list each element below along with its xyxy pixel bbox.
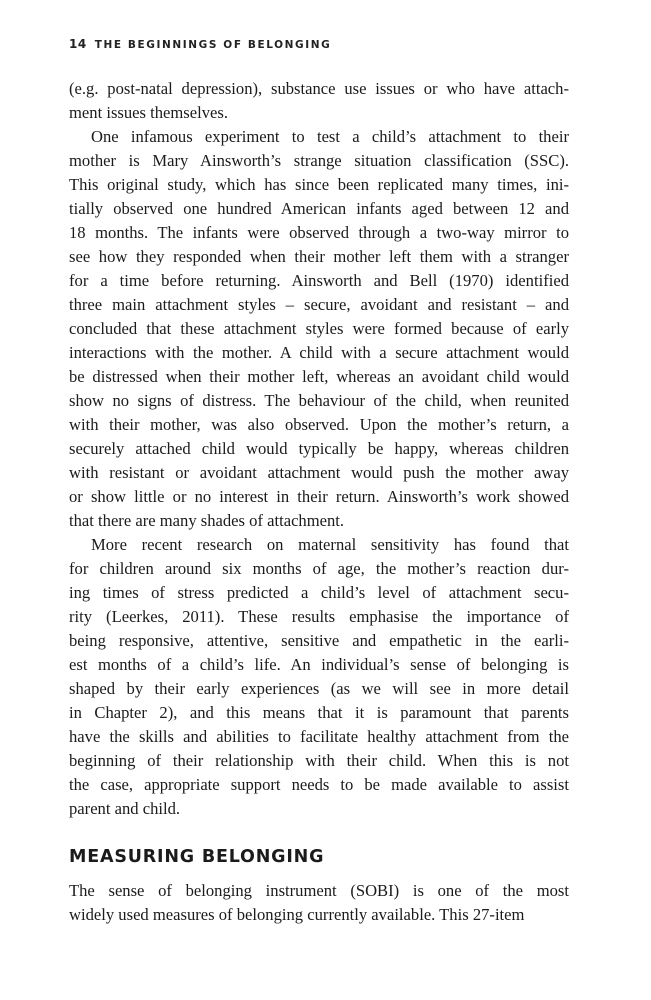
text-line: More recent research on maternal sensitivity has found that xyxy=(91,535,569,554)
page-number: 14 xyxy=(69,37,87,51)
text-line: interactions with the mother. A child with a secure attachment would xyxy=(69,343,569,362)
text-line: 18 months. The infants were observed through a two-way mirror to xyxy=(69,223,569,242)
text-line: parent and child. xyxy=(69,799,181,818)
text-line: securely attached child would typically be happy, whereas children xyxy=(69,439,569,458)
text-line: with their mother, was also observed. Upon the mother’s return, a xyxy=(69,415,569,434)
text-line: in Chapter 2), and this means that it is paramount that parents xyxy=(69,703,569,722)
book-page xyxy=(69,37,569,927)
text-line: beginning of their relationship with their child. When this is not xyxy=(69,751,569,770)
text-line: see how they responded when their mother left them with a stranger xyxy=(69,247,569,266)
text-line: This original study, which has since been replicated many times, ini- xyxy=(69,175,569,194)
paragraph-maternal-sensitivity xyxy=(69,533,569,821)
text-line: the case, appropriate support needs to be made available to assist xyxy=(69,775,569,794)
text-line: ing times of stress predicted a child’s level of attachment secu- xyxy=(69,583,569,602)
text-line: rity (Leerkes, 2011). These results emphasise the importance of xyxy=(69,607,569,626)
text-line: three main attachment styles – secure, avoidant and resistant – and xyxy=(69,295,569,314)
text-line: The sense of belonging instrument (SOBI) is one of the most xyxy=(69,881,569,900)
text-line: (e.g. post-natal depression), substance use issues or who have attach- xyxy=(69,79,569,98)
text-line: have the skills and abilities to facilitate healthy attachment from the xyxy=(69,727,569,746)
paragraph-continued xyxy=(69,77,569,125)
text-line: that there are many shades of attachment. xyxy=(69,511,345,530)
text-line: One infamous experiment to test a child’s attachment to their xyxy=(91,127,569,146)
running-head xyxy=(69,37,569,51)
text-line: for a time before returning. Ainsworth and Bell (1970) identified xyxy=(69,271,569,290)
text-line: widely used measures of belonging currently available. This 27-item xyxy=(69,905,525,924)
text-line: for children around six months of age, the mother’s reaction dur- xyxy=(69,559,569,578)
text-line: tially observed one hundred American infants aged between 12 and xyxy=(69,199,569,218)
running-head-title: THE BEGINNINGS OF BELONGING xyxy=(94,39,332,51)
text-line: mother is Mary Ainsworth’s strange situation classification (SSC). xyxy=(69,151,569,170)
text-line: or show little or no interest in their return. Ainsworth’s work showed xyxy=(69,487,569,506)
text-line: with resistant or avoidant attachment would push the mother away xyxy=(69,463,569,482)
text-line: show no signs of distress. The behaviour of the child, when reunited xyxy=(69,391,569,410)
paragraph-measuring xyxy=(69,879,569,927)
text-line: shaped by their early experiences (as we will see in more detail xyxy=(69,679,569,698)
text-line: be distressed when their mother left, whereas an avoidant child would xyxy=(69,367,569,386)
paragraph-ainsworth xyxy=(69,125,569,533)
text-line: concluded that these attachment styles were formed because of early xyxy=(69,319,569,338)
text-line: ment issues themselves. xyxy=(69,103,229,122)
text-line: est months of a child’s life. An individual’s sense of belonging is xyxy=(69,655,569,674)
text-line: being responsive, attentive, sensitive and empathetic in the earli- xyxy=(69,631,569,650)
section-heading: MEASURING BELONGING xyxy=(69,847,325,867)
